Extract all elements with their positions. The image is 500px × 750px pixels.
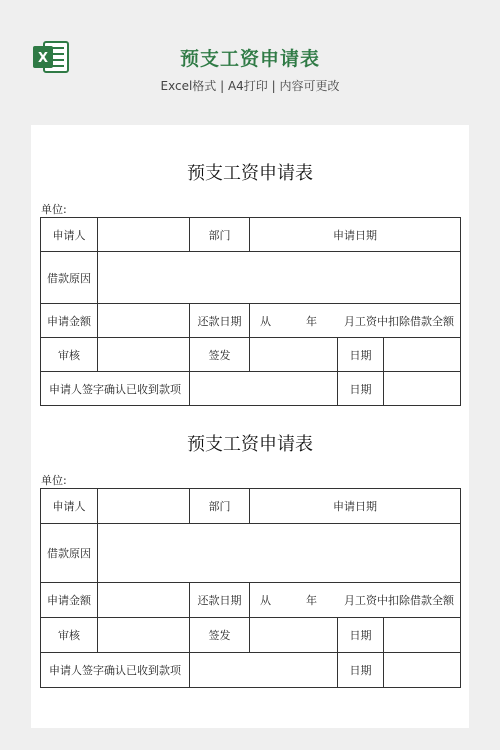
- label-department: 部门: [190, 218, 250, 252]
- form-title: 预支工资申请表: [187, 163, 313, 184]
- svg-text:X: X: [37, 51, 49, 66]
- label-applicant: 申请人: [41, 489, 98, 524]
- label-repay-date: 还款日期: [190, 304, 250, 338]
- date-field[interactable]: [384, 338, 461, 372]
- confirm-field[interactable]: [190, 653, 338, 688]
- label-confirm: 申请人签字确认已收到款项: [41, 372, 190, 406]
- repay-terms[interactable]: [250, 583, 461, 618]
- unit-label: 单位:: [41, 203, 67, 216]
- label-applicant: 申请人: [41, 218, 98, 252]
- label-reason: 借款原因: [41, 524, 98, 583]
- date-field-2[interactable]: [384, 372, 461, 406]
- issue-field[interactable]: [250, 618, 338, 653]
- label-issue: 签发: [190, 618, 250, 653]
- repay-terms[interactable]: [250, 304, 461, 338]
- date-field-2[interactable]: [384, 653, 461, 688]
- repay-year: 年: [306, 314, 317, 328]
- application-table: [40, 488, 461, 688]
- unit-label: 单位:: [41, 474, 67, 487]
- page-title: 预支工资申请表: [179, 48, 320, 70]
- applicant-field[interactable]: [98, 489, 190, 524]
- confirm-field[interactable]: [190, 372, 338, 406]
- form-title: 预支工资申请表: [187, 434, 313, 455]
- label-apply-date: 申请日期: [250, 489, 461, 524]
- label-reason: 借款原因: [41, 252, 98, 304]
- label-apply-date: 申请日期: [250, 218, 461, 252]
- issue-field[interactable]: [250, 338, 338, 372]
- amount-field[interactable]: [98, 583, 190, 618]
- label-issue: 签发: [190, 338, 250, 372]
- repay-from: 从: [260, 314, 271, 328]
- label-amount: 申请金额: [41, 304, 98, 338]
- amount-field[interactable]: [98, 304, 190, 338]
- label-date: 日期: [338, 338, 384, 372]
- label-date: 日期: [338, 618, 384, 653]
- label-date-2: 日期: [338, 653, 384, 688]
- reason-field[interactable]: [98, 252, 461, 304]
- repay-rest: 月工资中扣除借款全额: [344, 594, 454, 607]
- application-table: [40, 217, 461, 406]
- document-preview: [31, 125, 469, 728]
- label-department: 部门: [190, 489, 250, 524]
- repay-rest: 月工资中扣除借款全额: [344, 314, 454, 328]
- repay-from: 从: [260, 594, 271, 607]
- review-field[interactable]: [98, 338, 190, 372]
- label-amount: 申请金额: [41, 583, 98, 618]
- repay-year: 年: [306, 594, 317, 607]
- label-review: 审核: [41, 618, 98, 653]
- label-date-2: 日期: [338, 372, 384, 406]
- page-header: [0, 0, 500, 110]
- date-field[interactable]: [384, 618, 461, 653]
- label-repay-date: 还款日期: [190, 583, 250, 618]
- review-field[interactable]: [98, 618, 190, 653]
- reason-field[interactable]: [98, 524, 461, 583]
- page-subtitle: Excel格式 | A4打印 | 内容可更改: [160, 79, 340, 93]
- applicant-field[interactable]: [98, 218, 190, 252]
- label-confirm: 申请人签字确认已收到款项: [41, 653, 190, 688]
- label-review: 审核: [41, 338, 98, 372]
